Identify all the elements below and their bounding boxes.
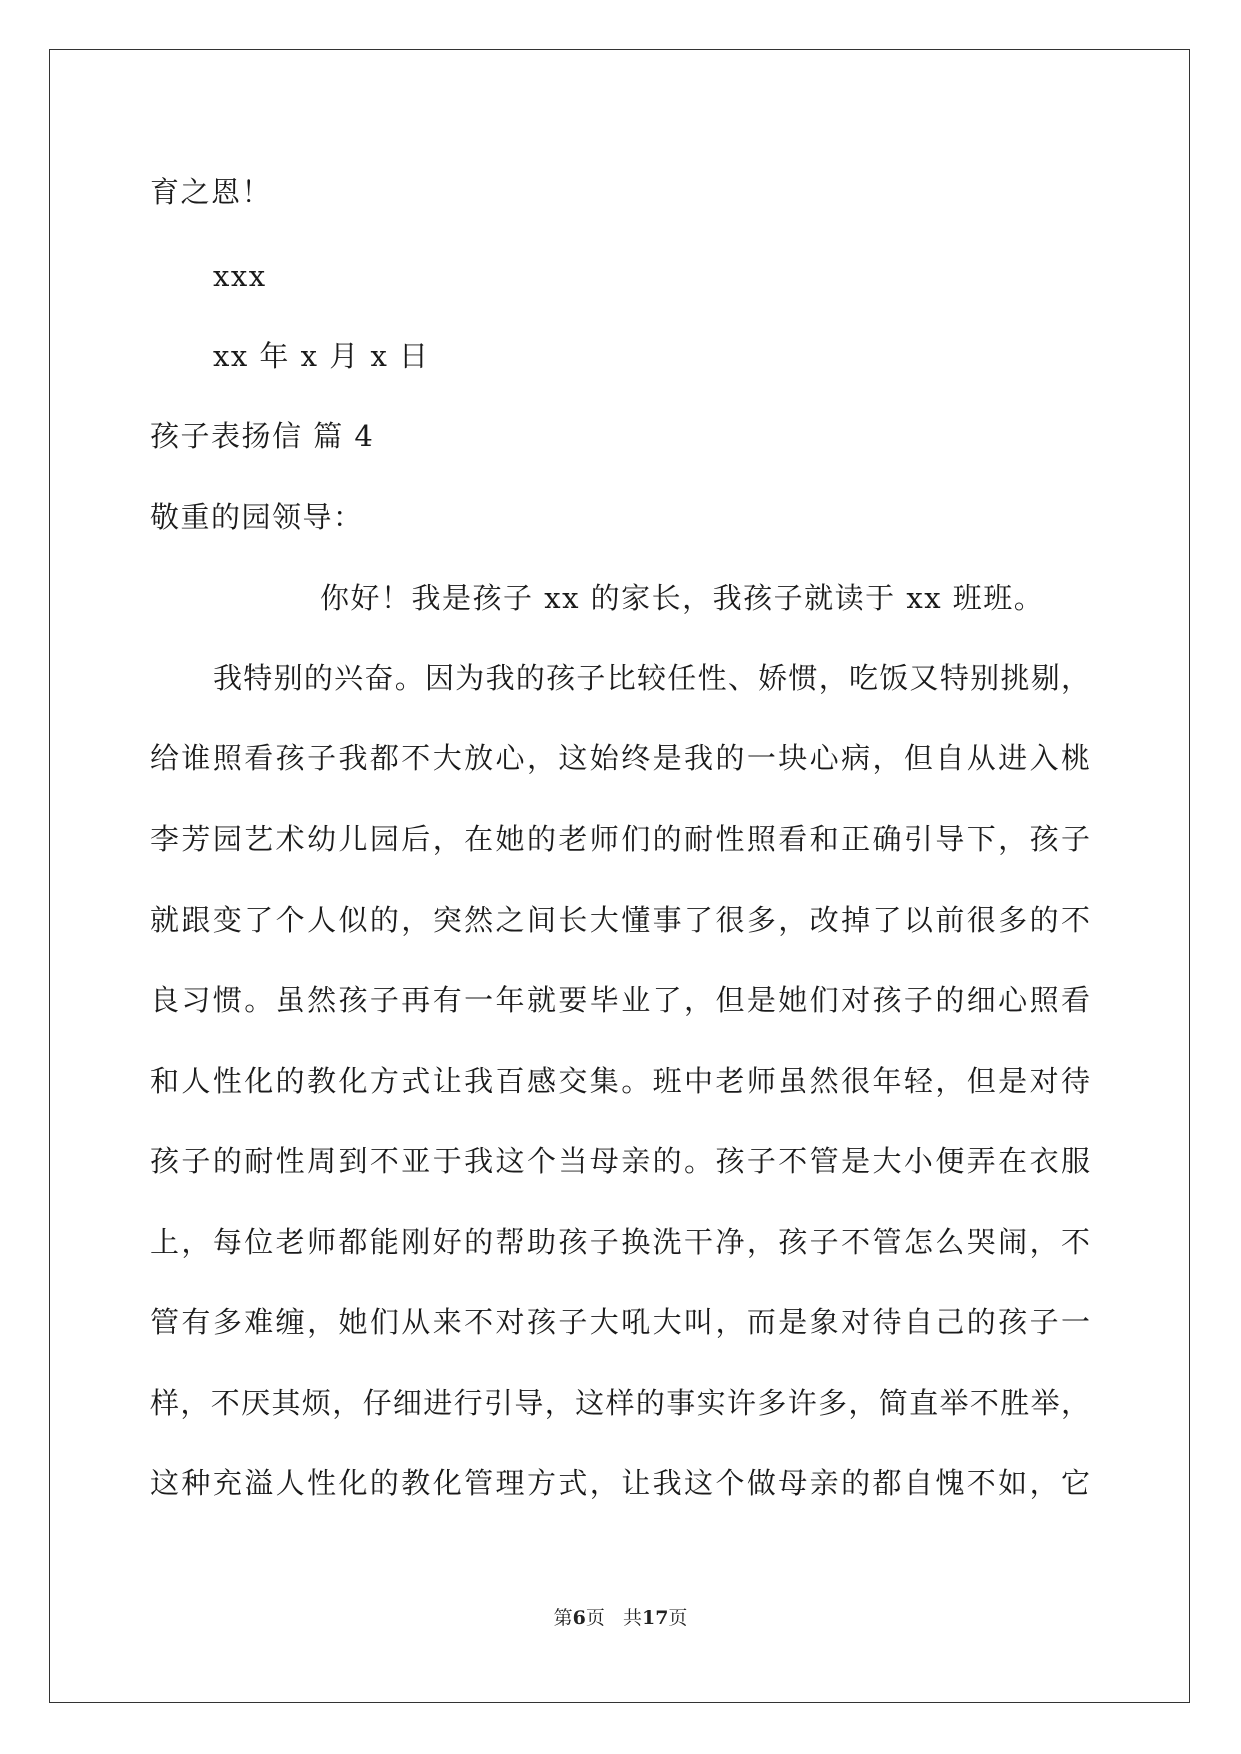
paragraph-line: 就跟变了个人似的，突然之间长大懂事了很多，改掉了以前很多的不 <box>150 903 1090 937</box>
signature-date: xx 年 x 月 x 日 <box>213 339 430 373</box>
paragraph-line: 良习惯。虽然孩子再有一年就要毕业了，但是她们对孩子的细心照看 <box>150 983 1090 1017</box>
greeting-line: 你好！我是孩子 xx 的家长，我孩子就读于 xx 班班。 <box>320 581 1045 615</box>
paragraph-line: 孩子的耐性周到不亚于我这个当母亲的。孩子不管是大小便弄在衣服 <box>150 1144 1090 1178</box>
paragraph-line: 给谁照看孩子我都不大放心，这始终是我的一块心病，但自从进入桃 <box>150 741 1090 775</box>
footer-total-suffix: 页 <box>668 1607 688 1629</box>
total-page-count: 17 <box>641 1607 669 1629</box>
footer-page-suffix: 页 <box>585 1607 605 1629</box>
text-line-closing: 育之恩！ <box>150 175 273 209</box>
paragraph-line: 样，不厌其烦，仔细进行引导，这样的事实许多许多，简直举不胜举， <box>150 1386 1090 1420</box>
current-page-number: 6 <box>572 1607 586 1629</box>
page-footer <box>0 1605 1241 1631</box>
section-heading: 孩子表扬信 篇 4 <box>150 419 375 453</box>
paragraph-line: 我特别的兴奋。因为我的孩子比较任性、娇惯，吃饭又特别挑剔， <box>213 661 1090 695</box>
signature-name: xxx <box>213 259 267 293</box>
footer-prefix: 第 <box>553 1607 573 1629</box>
footer-total-prefix: 共 <box>622 1607 642 1629</box>
paragraph-line: 上，每位老师都能刚好的帮助孩子换洗干净，孩子不管怎么哭闹，不 <box>150 1225 1090 1259</box>
page-border <box>49 49 1190 1703</box>
salutation: 敬重的园领导： <box>150 500 364 534</box>
paragraph-line: 这种充溢人性化的教化管理方式，让我这个做母亲的都自愧不如，它 <box>150 1466 1090 1500</box>
paragraph-line: 和人性化的教化方式让我百感交集。班中老师虽然很年轻，但是对待 <box>150 1064 1090 1098</box>
paragraph-line: 管有多难缠，她们从来不对孩子大吼大叫，而是象对待自己的孩子一 <box>150 1305 1090 1339</box>
paragraph-line: 李芳园艺术幼儿园后，在她的老师们的耐性照看和正确引导下，孩子 <box>150 822 1090 856</box>
